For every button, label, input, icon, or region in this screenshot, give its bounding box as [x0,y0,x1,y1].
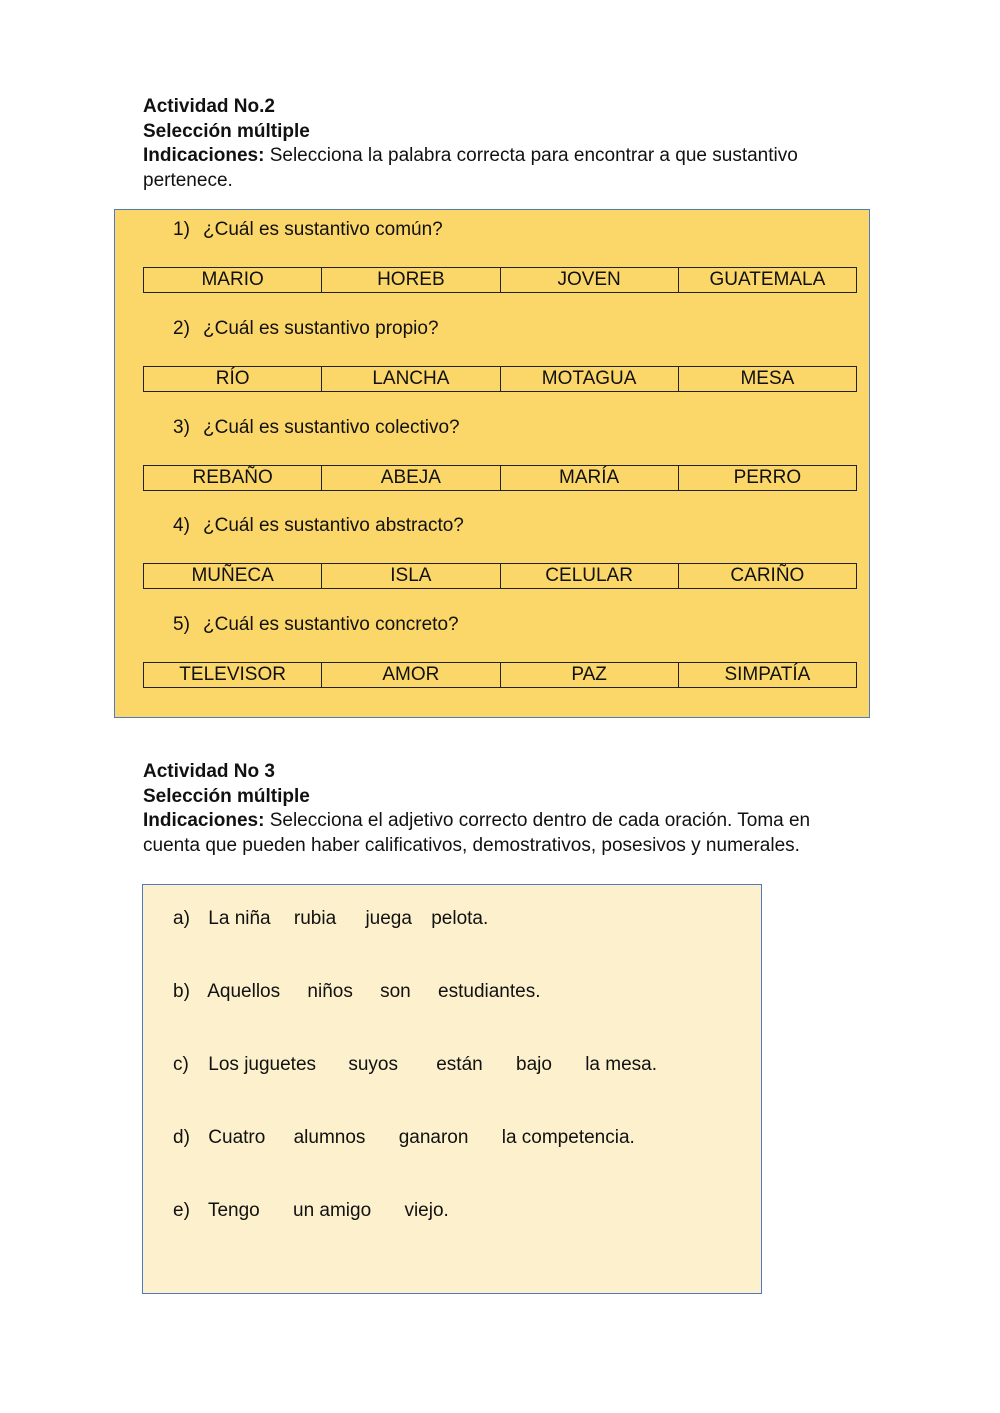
option-button[interactable]: SIMPATÍA [724,664,811,685]
word-option[interactable]: Cuatro [208,1127,266,1148]
option-button[interactable]: ISLA [322,564,500,588]
option-button[interactable]: REBAÑO [144,466,322,490]
word-option[interactable]: son [380,981,411,1002]
activity3-instructions [143,809,863,858]
question-text: ¿Cuál es sustantivo abstracto? [203,515,464,536]
question-3 [173,417,460,439]
question-2 [173,318,439,340]
activity2-instructions-text: Selecciona la palabra correcta para encontrar a que sustantivo pertenece. [143,145,798,191]
activity2-instructions-label: Indicaciones: [143,145,265,166]
option-button[interactable]: AMOR [322,663,500,687]
activity3-instructions-label: Indicaciones: [143,810,265,831]
sentence-d [173,1127,635,1149]
question-5 [173,614,459,636]
activity3-header [143,760,863,858]
option-button[interactable]: MARÍA [501,466,679,490]
question-4 [173,515,464,537]
option-button[interactable]: RÍO [144,367,322,391]
sentence-letter: d) [173,1127,190,1148]
sentence-a [173,908,488,930]
option-button[interactable]: LANCHA [322,367,500,391]
option-button[interactable]: HOREB [322,268,500,292]
option-button[interactable]: TELEVISOR [144,663,322,687]
question-text: ¿Cuál es sustantivo propio? [203,318,439,339]
question-3-options [143,465,857,491]
word-option[interactable]: juega [365,908,412,929]
sentence-c [173,1054,657,1076]
activity3-subtitle: Selección múltiple [143,785,310,807]
question-text: ¿Cuál es sustantivo común? [203,219,443,240]
option-button[interactable]: MUÑECA [144,564,322,588]
option-button[interactable]: CELULAR [501,564,679,588]
sentence-letter: b) [173,981,190,1002]
word-option[interactable]: Los juguetes [208,1054,317,1075]
word-option[interactable]: bajo [516,1054,552,1075]
activity3-sentence-box [142,884,762,1294]
activity2-question-box [114,209,870,718]
option-button[interactable]: JOVEN [501,268,679,292]
question-number: 5) [173,614,190,635]
word-option[interactable]: Aquellos [207,981,281,1002]
activity2-title: Actividad No.2 [143,96,275,117]
question-1-options [143,267,857,293]
question-number: 3) [173,417,190,438]
option-button[interactable]: MARIO [144,268,322,292]
option-button[interactable]: CARIÑO [730,565,805,586]
option-button[interactable]: MOTAGUA [501,367,679,391]
word-option[interactable]: Tengo [207,1200,260,1221]
question-4-options [143,563,857,589]
option-button[interactable]: GUATEMALA [709,269,826,290]
question-2-options [143,366,857,392]
word-option[interactable]: la competencia. [501,1127,635,1148]
word-option[interactable]: suyos [348,1054,398,1075]
sentence-letter: c) [173,1054,189,1075]
word-option[interactable]: ganaron [398,1127,469,1148]
question-number: 4) [173,515,190,536]
word-option[interactable]: rubia [293,908,337,929]
option-button[interactable]: ABEJA [322,466,500,490]
activity3-instructions-text: Selecciona el adjetivo correcto dentro de cada oración. Toma en cuenta que pueden haber calificativos, demostrativos, posesivos y numerales. [143,810,811,856]
word-option[interactable]: la mesa. [585,1054,658,1075]
activity2-header [143,95,863,193]
question-number: 1) [173,219,190,240]
sentence-e [173,1200,449,1222]
activity2-instructions [143,144,863,193]
option-button[interactable]: MESA [740,368,795,389]
word-option[interactable]: viejo. [404,1200,449,1221]
activity3-title: Actividad No 3 [143,761,275,782]
word-option[interactable]: están [436,1054,483,1075]
question-text: ¿Cuál es sustantivo concreto? [203,614,459,635]
question-text: ¿Cuál es sustantivo colectivo? [203,417,460,438]
sentence-b [173,981,541,1003]
word-option[interactable]: un amigo [293,1200,372,1221]
word-option[interactable]: La niña [208,908,271,929]
option-button[interactable]: PERRO [733,467,802,488]
question-5-options [143,662,857,688]
word-option[interactable]: pelota. [431,908,489,929]
sentence-letter: a) [173,908,190,929]
question-number: 2) [173,318,190,339]
option-button[interactable]: PAZ [501,663,679,687]
question-1 [173,219,443,241]
word-option[interactable]: alumnos [293,1127,366,1148]
activity2-subtitle: Selección múltiple [143,120,310,142]
word-option[interactable]: niños [307,981,353,1002]
sentence-letter: e) [173,1200,190,1221]
word-option[interactable]: estudiantes. [438,981,541,1002]
